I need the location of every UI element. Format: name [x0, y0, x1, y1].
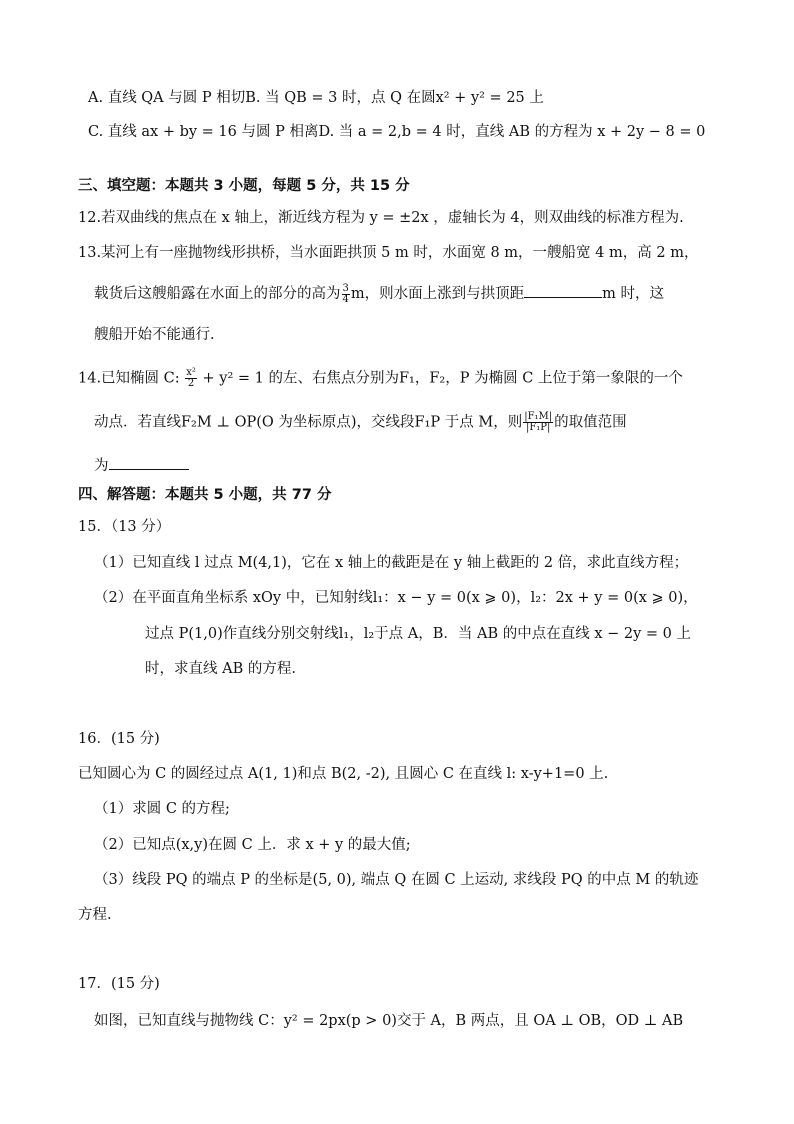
q13-line2-b: m，则水面上涨到与拱顶距: [350, 286, 525, 302]
q14-line2-b: 的取值范围: [554, 414, 627, 431]
q16-part3-line1: （3）线段 PQ 的端点 P 的坐标是(5, 0), 端点 Q 在圆 C 上运动, 求线段 PQ 的中点 M 的轨迹: [94, 872, 699, 888]
q13-frac-den: 4: [342, 293, 349, 305]
q11-option-b: B. 当 QB = 3 时，点 Q 在圆x² + y² = 25 上: [245, 90, 544, 106]
q14-ell-num: x²: [186, 367, 196, 378]
section-3-title: 三、填空题：本题共 3 小题，每题 5 分，共 15 分: [78, 178, 410, 194]
q14-line2-a: 动点．若直线F₂M ⊥ OP(O 为坐标原点)，交线段F₁P 于点 M，则: [94, 414, 523, 431]
q13-fraction: [342, 284, 350, 305]
q11-option-c: C. 直线 ax + by = 16 与圆 P 相离: [88, 124, 319, 140]
q15-part2-line1: （2）在平面直角坐标系 xOy 中，已知射线l₁：x − y = 0(x ⩾ 0)，l₂：2x + y = 0(x ⩾ 0)，: [94, 590, 698, 606]
q14-line2: [94, 412, 627, 433]
q17-line1: 如图，已知直线与抛物线 C：y² = 2px(p > 0)交于 A，B 两点，且 OA ⊥ OB，OD ⊥ AB: [94, 1013, 684, 1029]
q17-header: 17．(15 分): [78, 976, 160, 992]
q16-part1: （1）求圆 C 的方程;: [94, 801, 230, 817]
q12-text: 12.若双曲线的焦点在 x 轴上，渐近线方程为 y = ±2x ，虚轴长为 4，则双曲线的标准方程为.: [78, 210, 684, 226]
q11-option-d: D. 当 a = 2,b = 4 时，直线 AB 的方程为 x + 2y − 8 = 0: [318, 124, 706, 140]
q11-option-ab: [88, 88, 544, 108]
q14-line1-a: 14.已知椭圆 C:: [78, 370, 185, 387]
q16-intro: 已知圆心为 C 的圆经过点 A(1, 1)和点 B(2, -2), 且圆心 C 在直线 l: x-y+1=0 上.: [78, 766, 609, 782]
q14-line3: [94, 455, 189, 476]
q16-header: 16．(15 分): [78, 731, 160, 747]
q14-ell-den: 2: [187, 378, 195, 389]
q16-part2: （2）已知点(x,y)在圆 C 上．求 x + y 的最大值;: [94, 837, 411, 853]
q13-line1: 13.某河上有一座抛物线形拱桥，当水面距拱顶 5 m 时，水面宽 8 m，一艘船宽 4 m，高 2 m，: [78, 245, 699, 261]
q15-part2-line3: 时，求直线 AB 的方程.: [145, 661, 296, 677]
section-4-title: 四、解答题：本题共 5 小题，共 77 分: [78, 487, 332, 503]
q15-header: 15．（13 分）: [78, 519, 171, 535]
q14-ratio-num: |F₁M|: [524, 411, 553, 422]
q15-part2-line2: 过点 P(1,0)作直线分别交射线l₁，l₂于点 A，B．当 AB 的中点在直线 x − 2y = 0 上: [145, 626, 691, 642]
q14-ratio-den: |F₁P|: [525, 422, 551, 433]
q11-option-a: A. 直线 QA 与圆 P 相切: [88, 90, 246, 106]
q15-part1: （1）已知直线 l 过点 M(4,1)，它在 x 轴上的截距是在 y 轴上截距的 2 倍，求此直线方程；: [94, 555, 689, 571]
q13-line3: 艘船开始不能通行.: [94, 327, 215, 343]
q14-line1: [78, 368, 683, 389]
q14-line1-b: + y² = 1 的左、右焦点分别为F₁，F₂，P 为椭圆 C 上位于第一象限的一个: [197, 370, 683, 387]
q13-line2: [94, 283, 664, 305]
q14-line3-text: 为: [94, 458, 109, 474]
q13-frac-num: 3: [342, 282, 349, 294]
q11-option-cd: [88, 122, 705, 142]
q16-part3-line2: 方程.: [78, 907, 112, 923]
q14-answer-blank[interactable]: [109, 455, 189, 470]
q13-answer-blank[interactable]: [524, 283, 602, 298]
q13-line2-a: 载货后这艘船露在水面上的部分的高为: [94, 286, 341, 302]
q13-line2-c: m 时，这: [602, 286, 664, 302]
q14-ellipse-fraction: [185, 368, 197, 389]
q14-ratio-fraction: [523, 412, 553, 433]
